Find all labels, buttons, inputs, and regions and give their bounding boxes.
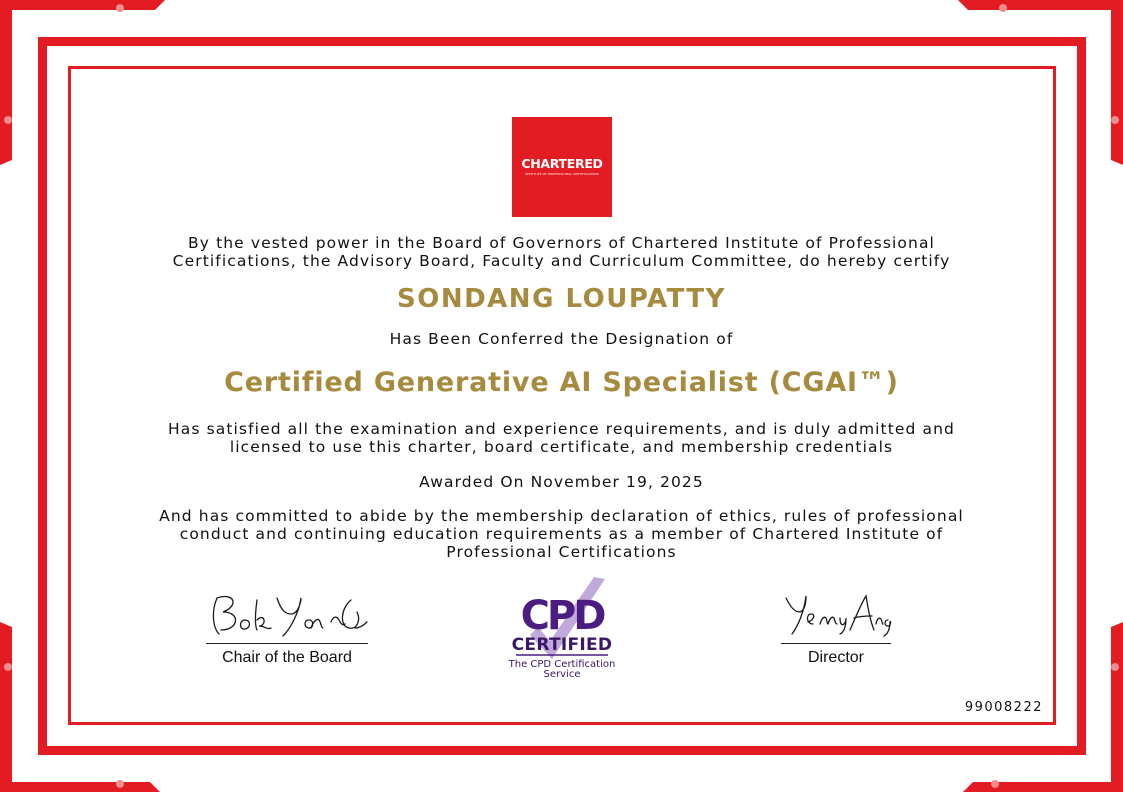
director-signature-line bbox=[781, 643, 891, 644]
commitment-line: conduct and continuing education requirements as a member of Chartered Institute of bbox=[179, 525, 944, 543]
commitment-line: Professional Certifications bbox=[446, 543, 677, 561]
recipient-name: SONDANG LOUPATTY bbox=[397, 284, 726, 314]
preamble-line: Certifications, the Advisory Board, Faculty and Curriculum Committee, do hereby certify bbox=[172, 252, 951, 270]
chair-title: Chair of the Board bbox=[222, 649, 352, 666]
requirements-text bbox=[110, 420, 1013, 456]
director-title: Director bbox=[807, 649, 864, 666]
cpd-top-text: CPD bbox=[520, 593, 604, 639]
awarded-date: Awarded On November 19, 2025 bbox=[419, 473, 704, 491]
cpd-certified-badge bbox=[500, 575, 624, 683]
conferred-text: Has Been Conferred the Designation of bbox=[389, 330, 734, 348]
logo-name: CHARTERED bbox=[521, 156, 603, 171]
preamble bbox=[110, 234, 1013, 270]
commitment-line: And has committed to abide by the membership declaration of ethics, rules of professional bbox=[159, 507, 964, 525]
chartered-logo bbox=[512, 117, 612, 217]
director-signature bbox=[780, 590, 895, 640]
cpd-middle-text: CERTIFIED bbox=[511, 635, 613, 655]
preamble-line: By the vested power in the Board of Governors of Chartered Institute of Professional bbox=[188, 234, 935, 252]
designation-title: Certified Generative AI Specialist (CGAI™) bbox=[224, 367, 899, 398]
cpd-service-line1: The CPD Certification bbox=[508, 659, 616, 670]
commitment-text bbox=[110, 507, 1013, 561]
chair-signature bbox=[205, 590, 370, 640]
serial-number: 99008222 bbox=[964, 700, 1043, 715]
cpd-service-line2: Service bbox=[543, 669, 581, 680]
logo-tagline: INSTITUTE OF PROFESSIONAL CERTIFICATIONS bbox=[525, 172, 599, 176]
chair-signature-line bbox=[206, 643, 368, 644]
requirements-line: licensed to use this charter, board certificate, and membership credentials bbox=[229, 438, 894, 456]
requirements-line: Has satisfied all the examination and experience requirements, and is duly admitted and bbox=[168, 420, 955, 438]
